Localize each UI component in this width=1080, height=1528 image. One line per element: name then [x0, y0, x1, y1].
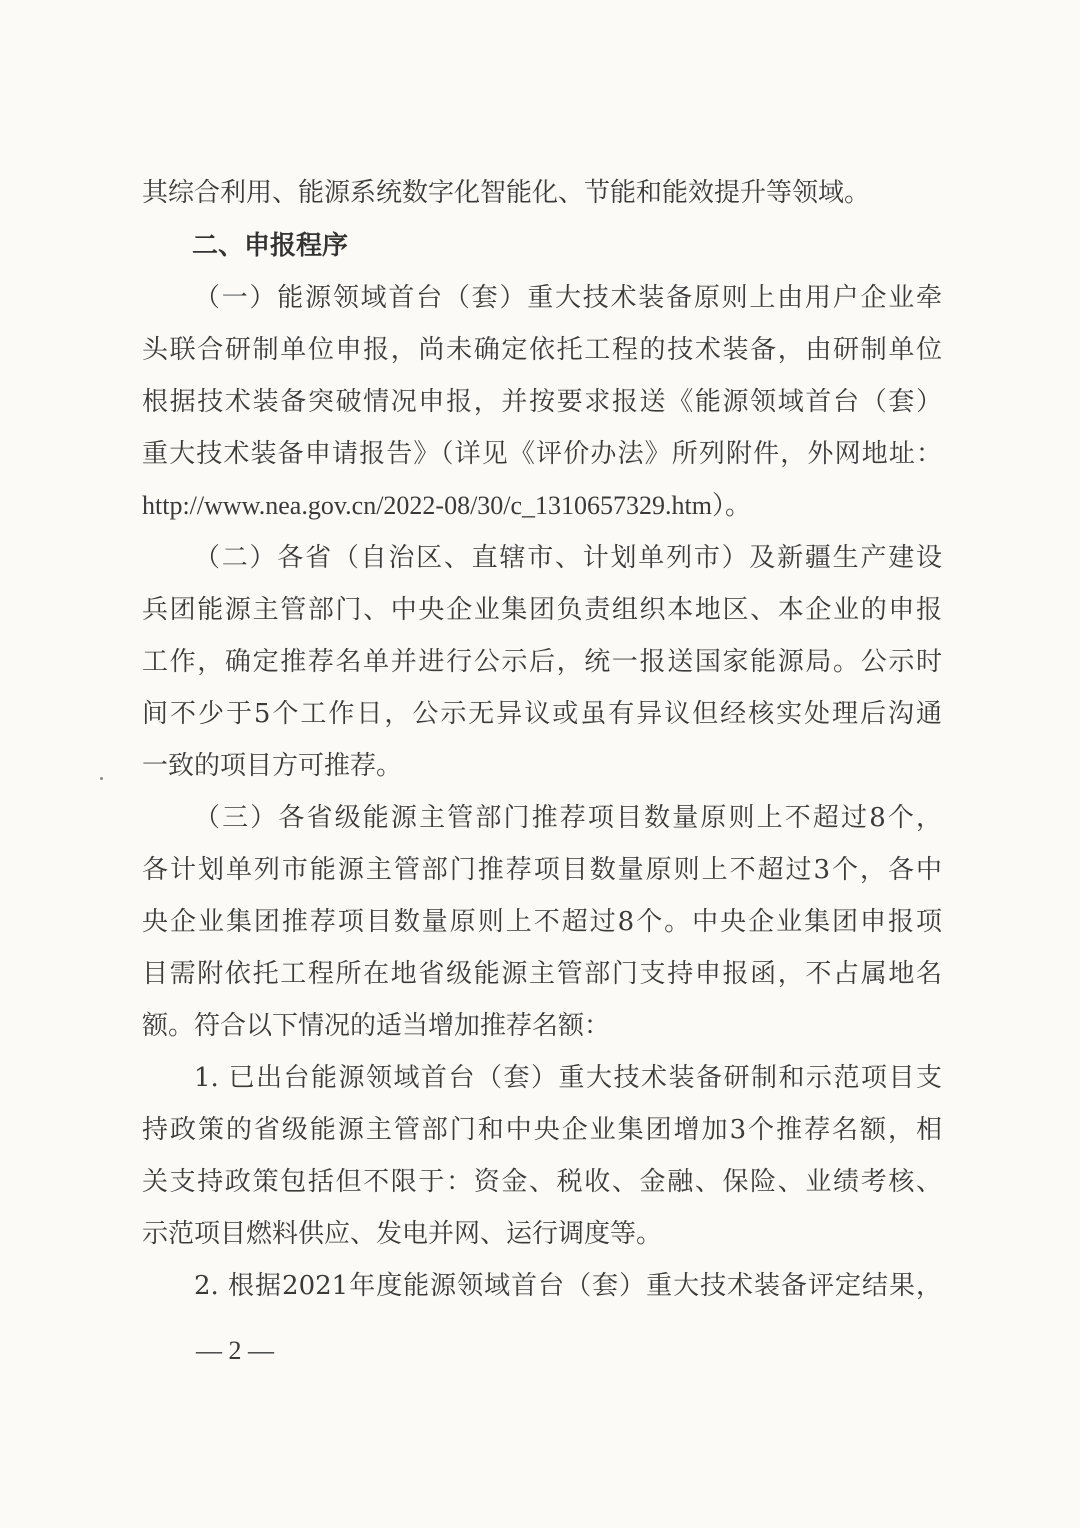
- body-line: 示范项目燃料供应、发电并网、运行调度等。: [142, 1219, 663, 1249]
- body-line: 兵团能源主管部门、中央企业集团负责组织本地区、本企业的申报: [142, 595, 942, 625]
- body-line: 额。符合以下情况的适当增加推荐名额：: [142, 1011, 611, 1041]
- body-line: 持政策的省级能源主管部门和中央企业集团增加3个推荐名额，相: [142, 1115, 942, 1145]
- body-line: 目需附依托工程所在地省级能源主管部门支持申报函，不占属地名: [142, 959, 942, 989]
- body-line: 间不少于5个工作日，公示无异议或虽有异议但经核实处理后沟通: [142, 699, 942, 729]
- body-line: 工作，确定推荐名单并进行公示后，统一报送国家能源局。公示时: [142, 647, 942, 677]
- body-line: （一）能源领域首台（套）重大技术装备原则上由用户企业牵: [194, 283, 942, 313]
- body-line: 重大技术装备申请报告》（详见《评价办法》所列附件，外网地址：: [142, 439, 942, 469]
- body-line: 根据技术装备突破情况申报，并按要求报送《能源领域首台（套）: [142, 387, 942, 417]
- body-line: 央企业集团推荐项目数量原则上不超过8个。中央企业集团申报项: [142, 907, 942, 937]
- body-line: （二）各省（自治区、直辖市、计划单列市）及新疆生产建设: [194, 543, 942, 573]
- section-heading: 二、申报程序: [192, 231, 349, 261]
- page-number: — 2 —: [196, 1336, 274, 1365]
- scan-speck: [100, 777, 103, 780]
- body-line: 头联合研制单位申报，尚未确定依托工程的技术装备，由研制单位: [142, 335, 942, 365]
- body-line: 各计划单列市能源主管部门推荐项目数量原则上不超过3个，各中: [142, 855, 942, 885]
- body-line: （三）各省级能源主管部门推荐项目数量原则上不超过8个，: [194, 803, 942, 833]
- body-line: 一致的项目方可推荐。: [142, 751, 403, 781]
- body-line: 其综合利用、能源系统数字化智能化、节能和能效提升等领域。: [142, 178, 871, 208]
- body-line: 1. 已出台能源领域首台（套）重大技术装备研制和示范项目支: [194, 1063, 942, 1093]
- body-line: 2. 根据2021年度能源领域首台（套）重大技术装备评定结果，: [194, 1271, 942, 1301]
- url-line: http://www.nea.gov.cn/2022-08/30/c_1310657329.htm）。: [142, 491, 752, 520]
- body-line: 关支持政策包括但不限于：资金、税收、金融、保险、业绩考核、: [142, 1167, 942, 1197]
